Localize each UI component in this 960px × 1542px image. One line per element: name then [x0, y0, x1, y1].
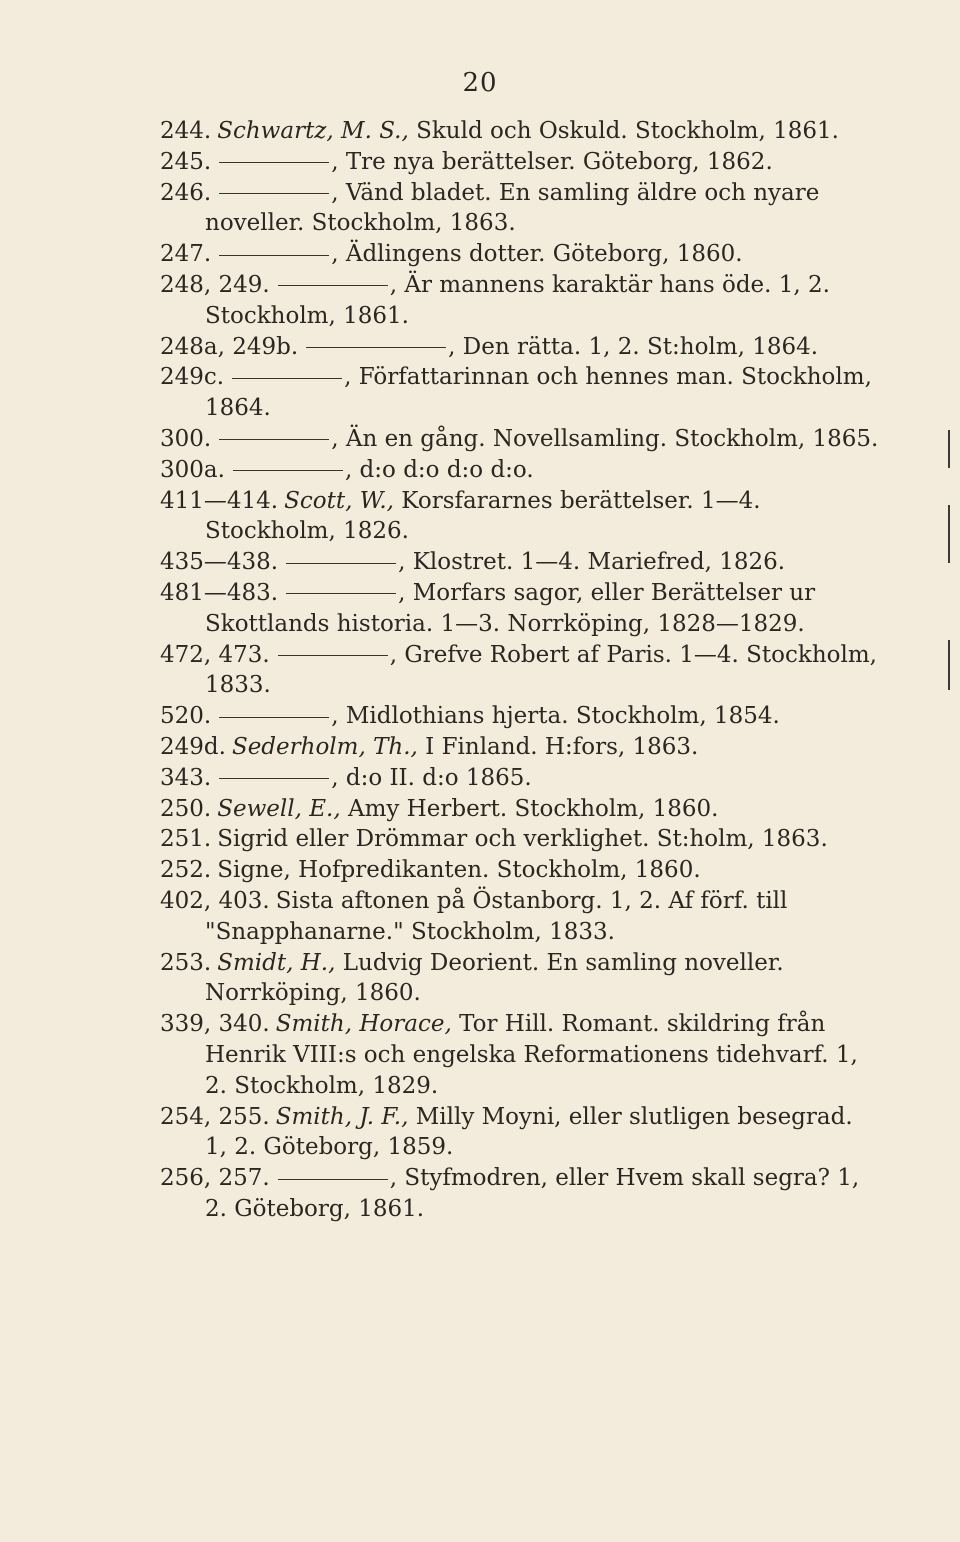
catalog-list	[160, 116, 880, 1225]
catalog-entry	[160, 424, 880, 455]
page-number: 20	[462, 68, 498, 98]
entry-text: , Klostret. 1—4. Mariefred, 1826.	[398, 549, 786, 576]
entry-number: 435—438.	[160, 549, 279, 576]
entry-text: , Ädlingens dotter. Göteborg, 1860.	[331, 241, 743, 268]
entry-text: , Tre nya berättelser. Göteborg, 1862.	[331, 148, 773, 175]
ditto-dash	[219, 255, 329, 256]
entry-text: , Styfmodren, eller Hvem skall segra? 1, 2. Göteborg, 1861.	[205, 1165, 860, 1222]
entry-author: Sederholm, Th.,	[231, 733, 418, 760]
entry-text: , Än en gång. Novellsamling. Stockholm, 1865.	[331, 425, 879, 452]
scan-edge-mark	[948, 505, 950, 563]
entry-text: Amy Herbert. Stockholm, 1860.	[347, 795, 719, 822]
catalog-entry	[160, 578, 880, 640]
catalog-entry	[160, 886, 880, 948]
catalog-entry	[160, 332, 880, 363]
entry-number: 252.	[160, 857, 212, 884]
catalog-entry	[160, 701, 880, 732]
catalog-entry	[160, 1163, 880, 1225]
catalog-entry	[160, 239, 880, 270]
entry-number: 244.	[160, 118, 212, 144]
ditto-dash	[232, 378, 342, 379]
entry-text: Milly Moyni, eller slutligen besegrad. 1, 2. Göteborg, 1859.	[205, 1103, 853, 1161]
catalog-entry	[160, 824, 880, 855]
entry-text: Sigrid eller Drömmar och verklighet. St:holm, 1863.	[217, 826, 828, 853]
entry-number: 250.	[160, 795, 212, 822]
entry-author: Smith, J. F.,	[275, 1103, 409, 1130]
entry-author: Smith, Horace,	[275, 1011, 452, 1038]
entry-text: , Grefve Robert af Paris. 1—4. Stockholm, 1833.	[205, 641, 877, 699]
ditto-dash	[219, 162, 329, 163]
entry-text: Skuld och Oskuld. Stockholm, 1861.	[416, 118, 839, 144]
entry-number: 248, 249.	[160, 271, 270, 298]
entry-text: , Morfars sagor, eller Berättelser ur Skottlands historia. 1—3. Norrköping, 1828—1829.	[205, 579, 816, 637]
catalog-entry	[160, 178, 880, 240]
scan-edge-mark	[948, 640, 950, 690]
entry-number: 251.	[160, 826, 212, 853]
catalog-entry	[160, 270, 880, 332]
entry-number: 245.	[160, 148, 212, 175]
entry-text: , Är mannens karaktär hans öde. 1, 2. Stockholm, 1861.	[205, 271, 830, 329]
entry-text: I Finland. H:fors, 1863.	[425, 733, 699, 760]
catalog-entry	[160, 855, 880, 886]
entry-number: 246.	[160, 179, 212, 206]
entry-text: Tor Hill. Romant. skildring från Henrik VIII:s och engelska Reformationens tidehvarf. 1, 2. Stockholm, 1829.	[205, 1011, 858, 1099]
ditto-dash	[219, 717, 329, 718]
ditto-dash	[286, 593, 396, 594]
ditto-dash	[278, 1179, 388, 1180]
entry-number: 411—414.	[160, 487, 279, 514]
ditto-dash	[286, 563, 396, 564]
entry-author: Schwartz, M. S.,	[217, 118, 409, 144]
catalog-entry	[160, 147, 880, 178]
entry-number: 481—483.	[160, 579, 279, 606]
entry-number: 520.	[160, 703, 212, 730]
ditto-dash	[278, 285, 388, 286]
entry-number: 256, 257.	[160, 1165, 270, 1192]
entry-number: 300.	[160, 425, 212, 452]
entry-author: Sewell, E.,	[217, 795, 341, 822]
entry-number: 247.	[160, 241, 212, 268]
catalog-entry	[160, 116, 880, 147]
ditto-dash	[219, 193, 329, 194]
entry-text: , Författarinnan och hennes man. Stockholm, 1864.	[205, 364, 872, 422]
ditto-dash	[278, 655, 388, 656]
entry-text: Sista aftonen på Östanborg. 1, 2. Af förf. till "Snapphanarne." Stockholm, 1833.	[205, 887, 788, 945]
entry-number: 343.	[160, 764, 212, 791]
entry-number: 300a.	[160, 456, 225, 483]
entry-number: 249d.	[160, 733, 226, 760]
catalog-entry	[160, 455, 880, 486]
ditto-dash	[306, 347, 446, 348]
catalog-entry	[160, 732, 880, 763]
scan-edge-mark	[948, 430, 950, 468]
entry-number: 402, 403.	[160, 887, 270, 914]
entry-text: , d:o d:o d:o d:o.	[344, 456, 534, 483]
catalog-entry	[160, 763, 880, 794]
entry-text: , Midlothians hjerta. Stockholm, 1854.	[331, 703, 780, 730]
entry-number: 253.	[160, 949, 212, 976]
entry-text: Ludvig Deorient. En samling noveller. Norrköping, 1860.	[205, 949, 784, 1007]
entry-text: Signe, Hofpredikanten. Stockholm, 1860.	[217, 857, 701, 884]
entry-text: , Vänd bladet. En samling äldre och nyare noveller. Stockholm, 1863.	[205, 179, 820, 237]
entry-text: , Den rätta. 1, 2. St:holm, 1864.	[448, 333, 819, 360]
entry-text: , d:o II. d:o 1865.	[331, 764, 532, 791]
catalog-entry	[160, 486, 880, 548]
catalog-entry	[160, 794, 880, 825]
entry-author: Scott, W.,	[284, 487, 394, 514]
entry-author: Smidt, H.,	[217, 949, 336, 976]
catalog-entry	[160, 948, 880, 1010]
catalog-entry	[160, 1009, 880, 1101]
entry-number: 254, 255.	[160, 1103, 270, 1130]
catalog-entry	[160, 362, 880, 424]
entry-number: 249c.	[160, 364, 225, 391]
ditto-dash	[219, 778, 329, 779]
ditto-dash	[219, 439, 329, 440]
catalog-entry	[160, 1102, 880, 1164]
ditto-dash	[233, 470, 343, 471]
entry-text: Korsfararnes berättelser. 1—4. Stockholm, 1826.	[205, 487, 761, 545]
entry-number: 472, 473.	[160, 641, 270, 668]
entry-number: 248a, 249b.	[160, 333, 299, 360]
catalog-entry	[160, 547, 880, 578]
entry-number: 339, 340.	[160, 1011, 270, 1038]
catalog-entry	[160, 640, 880, 702]
